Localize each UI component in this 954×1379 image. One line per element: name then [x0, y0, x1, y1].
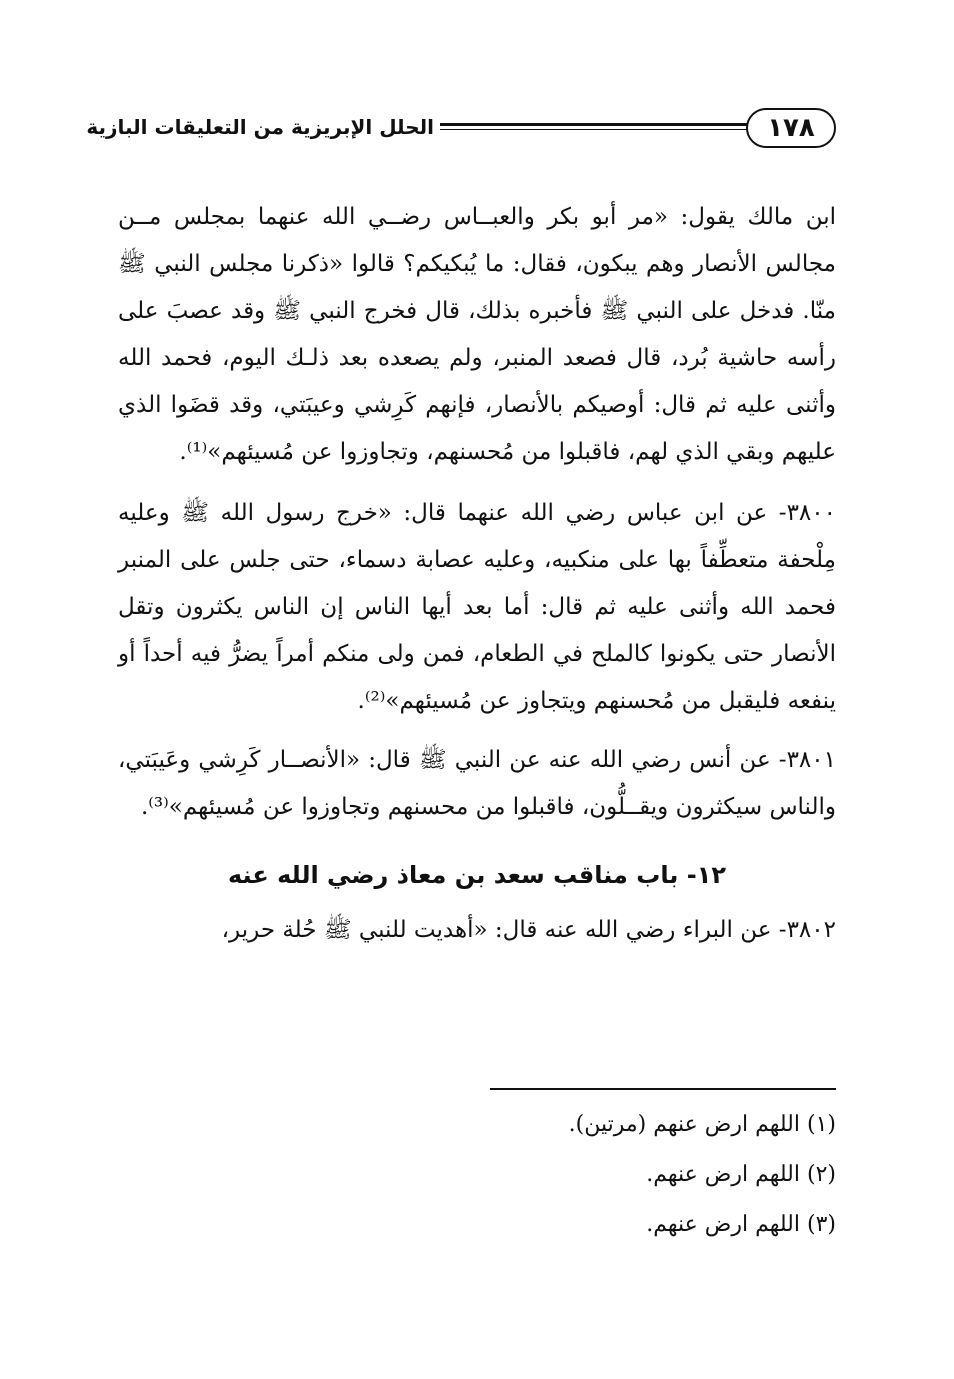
running-header [86, 104, 836, 156]
header-rule-thin [440, 129, 748, 130]
hadith-3801: ٣٨٠١- عن أنس رضي الله عنه عن النبي ﷺ قال: «الأنصــار كَرِشي وعَيبَتي، والناس سيكثرون ويقــلُّون، فاقبلوا من محسنهم وتجاوزوا عن مُسيئهم»⁽³⁾. [118, 747, 836, 820]
paragraph-intro: ابن مالك يقول: «مر أبو بكر والعبــاس رضــي الله عنهما بمجلس مــن مجالس الأنصار وهم يبكون، فقال: ما يُبكيكم؟ قالوا «ذكرنا مجلس النبي ﷺ منّا. فدخل على النبي ﷺ فأخبره بذلك، قال فخرج النبي ﷺ وقد عصبَ على رأسه حاشية بُرد، قال فصعد المنبر، ولم يصعده بعد ذلـك اليوم، فحمد الله وأثنى عليه ثم قال: أوصيكم بالأنصار، فإنهم كَرِشي وعيبَتي، وقد قضَوا الذي عليهم وبقي الذي لهم، فاقبلوا من مُحسنهم، وتجاوزوا عن مُسيئهم»⁽¹⁾. [118, 204, 836, 465]
hadith-3800: ٣٨٠٠- عن ابن عباس رضي الله عنهما قال: «خرج رسول الله ﷺ وعليه مِلْحفة متعطِّفاً بها على منكبيه، وعليه عصابة دسماء، حتى جلس على المنبر فحمد الله وأثنى عليه ثم قال: أما بعد أيها الناس إن الناس يكثرون وتقل الأنصار حتى يكونوا كالملح في الطعام، فمن ولى منكم أمراً يضرُّ فيه أحداً أو ينفعه فليقبل من مُحسنهم ويتجاوز عن مُسيئهم»⁽²⁾. [118, 500, 836, 714]
section-heading: ١٢- باب مناقب سعد بن معاذ رضي الله عنه [227, 861, 726, 889]
footnote-1: (١) اللهم ارض عنهم (مرتين). [568, 1112, 836, 1137]
main-text [118, 194, 836, 954]
hadith-3802: ٣٨٠٢- عن البراء رضي الله عنه قال: «أهديت للنبي ﷺ حُلة حرير، [221, 917, 836, 943]
footnote-2: (٢) اللهم ارض عنهم. [646, 1162, 836, 1187]
footnote-separator [490, 1088, 836, 1090]
header-rule [440, 123, 748, 126]
footnote-3: (٣) اللهم ارض عنهم. [646, 1212, 836, 1237]
footnotes [118, 1100, 836, 1250]
running-title: الحلل الإبريزية من التعليقات البازية [86, 115, 434, 139]
page-number: ١٧٨ [746, 108, 836, 148]
